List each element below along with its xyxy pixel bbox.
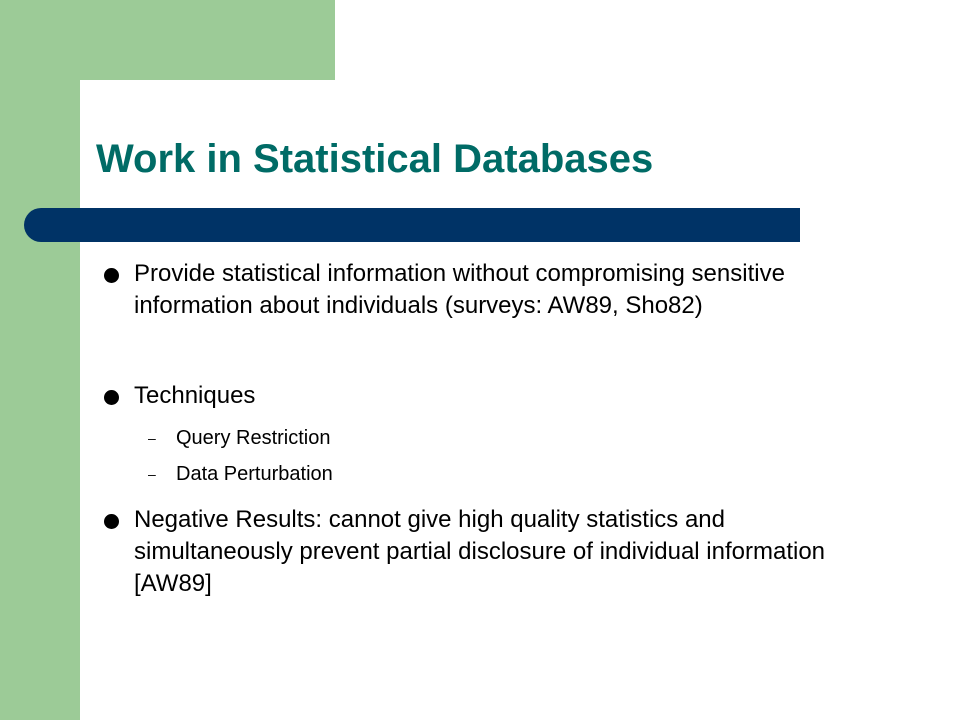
bullet-text: Techniques [134, 382, 256, 409]
sub-bullet-dash-icon: – [148, 466, 156, 482]
bullet-text: Provide statistical information without compromising sensitive information about individuals (surveys: AW89, Sho82) [134, 260, 785, 319]
sub-bullet-text: Data Perturbation [176, 463, 333, 485]
slide-title: Work in Statistical Databases [96, 137, 654, 181]
sub-bullet-text: Query Restriction [176, 427, 331, 449]
bullet-item-3 [104, 504, 884, 600]
bullet-item-2 [104, 380, 884, 412]
bullet-dot-icon [104, 268, 119, 283]
sub-bullet-dash-icon: – [148, 430, 156, 446]
bullet-item-1 [104, 258, 884, 322]
bullet-dot-icon [104, 390, 119, 405]
bullet-text: Negative Results: cannot give high quality statistics and simultaneously prevent partial disclosure of individual information [AW89] [134, 506, 826, 597]
sub-bullet-item-2 [148, 462, 848, 486]
bullet-dot-icon [104, 514, 119, 529]
sub-bullet-item-1 [148, 426, 848, 450]
